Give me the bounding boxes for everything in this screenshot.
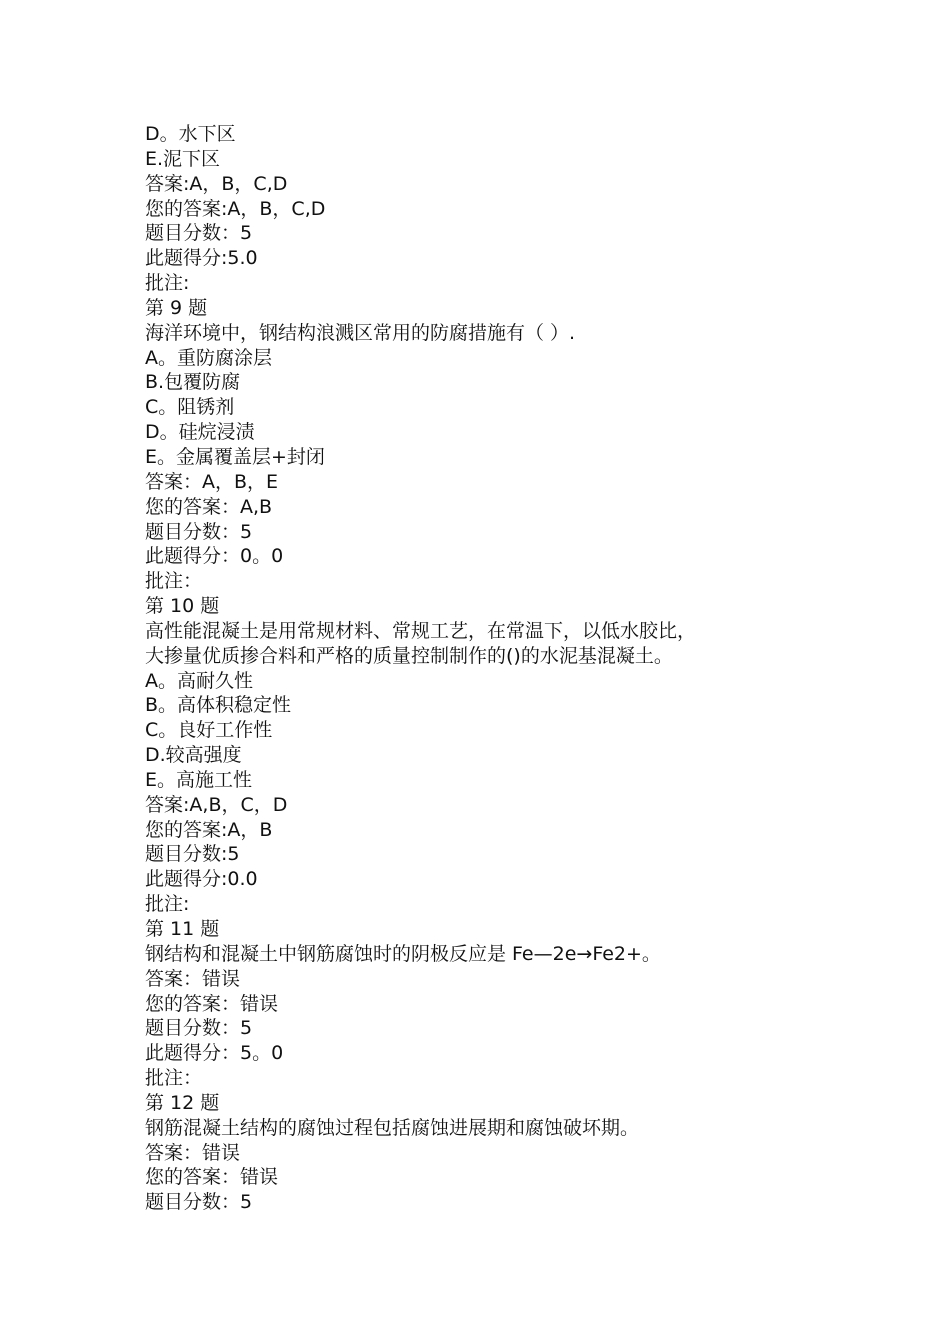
question-10-your-answer: 您的答案:A，B <box>145 818 273 841</box>
question-10-option-c: C。良好工作性 <box>145 719 273 742</box>
question-9-option-d: D。硅烷浸渍 <box>145 421 255 444</box>
option-e-line: E.泥下区 <box>145 147 221 170</box>
question-10-heading: 第 10 题 <box>145 595 220 618</box>
question-12-text: 钢筋混凝土结构的腐蚀过程包括腐蚀进展期和腐蚀破坏期。 <box>145 1116 640 1139</box>
question-11-answer: 答案：错误 <box>145 967 241 990</box>
question-9-heading: 第 9 题 <box>145 296 208 319</box>
question-11-comment: 批注： <box>145 1067 203 1090</box>
question-10-text-1: 高性能混凝土是用常规材料、常规工艺，在常温下，以低水胶比， <box>145 619 697 642</box>
question-10-text-2: 大掺量优质掺合料和严格的质量控制制作的()的水泥基混凝土。 <box>145 644 673 667</box>
question-10-earned: 此题得分:0.0 <box>145 868 258 891</box>
your-answer-line: 您的答案:A，B，C,D <box>145 197 326 220</box>
question-11-text: 钢结构和混凝土中钢筋腐蚀时的阴极反应是 Fe—2e→Fe2+。 <box>145 942 661 965</box>
question-11-your-answer: 您的答案：错误 <box>145 992 279 1015</box>
question-12-your-answer: 您的答案：错误 <box>145 1166 279 1189</box>
question-9-text: 海洋环境中，钢结构浪溅区常用的防腐措施有（ ）. <box>145 321 576 344</box>
question-10-comment: 批注: <box>145 893 190 916</box>
question-9-option-b: B.包覆防腐 <box>145 371 241 394</box>
question-11-score: 题目分数：5 <box>145 1017 253 1040</box>
question-11-earned: 此题得分：5。0 <box>145 1042 284 1065</box>
question-9-option-c: C。阻锈剂 <box>145 396 235 419</box>
question-12-score: 题目分数：5 <box>145 1191 253 1214</box>
question-10-answer: 答案:A,B，C，D <box>145 793 288 816</box>
earned-score-line: 此题得分:5.0 <box>145 247 258 270</box>
question-10-score: 题目分数:5 <box>145 843 240 866</box>
question-10-option-e: E。高施工性 <box>145 768 253 791</box>
question-9-comment: 批注： <box>145 570 203 593</box>
question-10-option-b: B。高体积稳定性 <box>145 694 292 717</box>
answer-line: 答案:A，B，C,D <box>145 172 288 195</box>
document-body <box>145 122 845 1215</box>
question-9-score: 题目分数：5 <box>145 520 253 543</box>
score-line: 题目分数：5 <box>145 222 253 245</box>
question-10-option-d: D.较高强度 <box>145 744 242 767</box>
question-10-option-a: A。高耐久性 <box>145 669 253 692</box>
option-d-line: D。水下区 <box>145 123 236 145</box>
question-9-answer: 答案：A，B，E <box>145 470 279 493</box>
comment-line: 批注: <box>145 272 190 295</box>
question-12-heading: 第 12 题 <box>145 1091 220 1114</box>
question-9-option-e: E。金属覆盖层+封闭 <box>145 445 325 468</box>
question-9-option-a: A。重防腐涂层 <box>145 346 272 369</box>
question-12-answer: 答案：错误 <box>145 1141 241 1164</box>
question-9-your-answer: 您的答案：A,B <box>145 495 273 518</box>
question-9-earned: 此题得分：0。0 <box>145 545 284 568</box>
question-11-heading: 第 11 题 <box>145 918 220 940</box>
